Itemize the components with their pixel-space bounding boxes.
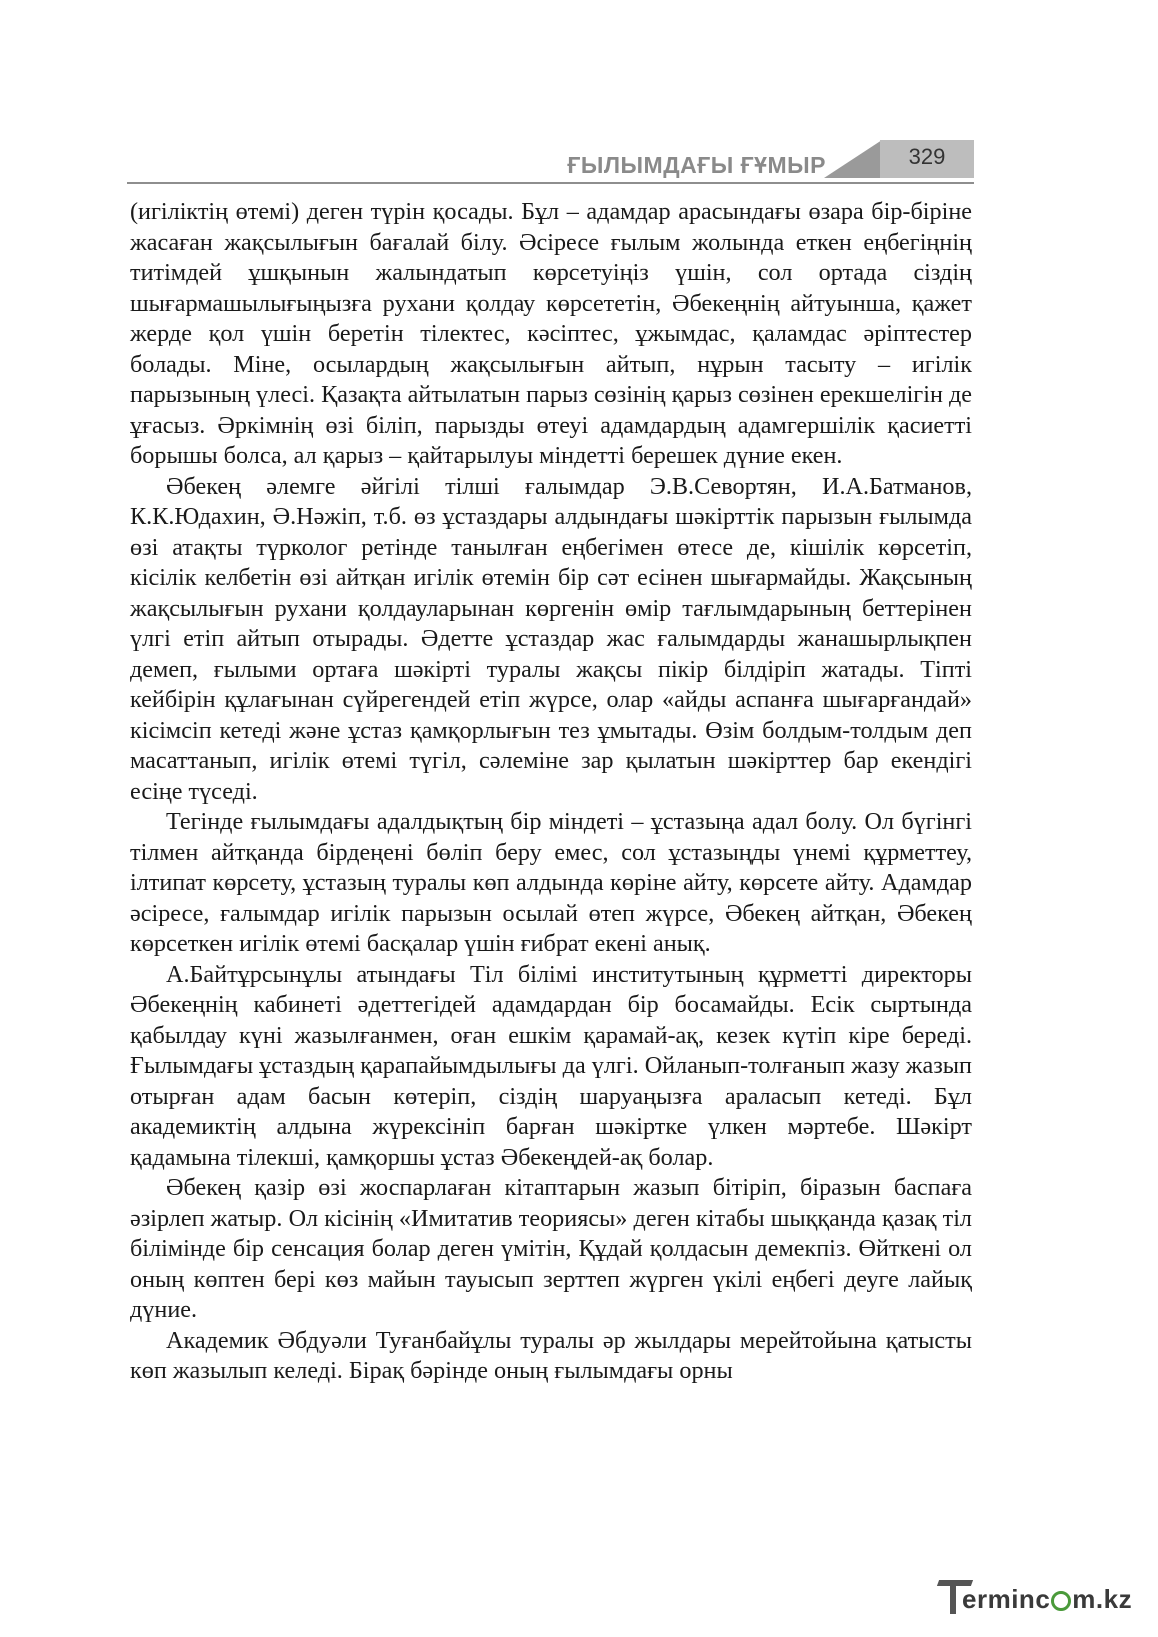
paragraph-2: Әбекең әлемге әйгілі тілші ғалымдар Э.В.Севортян, И.А.Батманов, К.К.Юдахин, Ә.Нәжіп, т.б. өз ұстаздары алдындағы шәкірттік парызын ғылымда өзі атақты түрколог ретінде танылған еңбегімен өтесе де, кішілік көрсетіп, кісілік келбетін өзі айтқан игілік өтемін бір сәт есінен шығармайды. Жақсының жақсылығын рухани қолдауларынан көргенін өмір тағлымдарының беттерінен үлгі етіп айтып отырады. Әдетте ұстаздар жас ғалымдарды жанашырлықпен демеп, ғылыми ортаға шәкірті туралы жақсы пікір білдіріп жатады. Тіпті кейбірін құлағынан сүйрегендей етіп жүрсе, олар «айды аспанға шығарғандай» кісімсіп кетеді және ұстаз қамқорлығын тез ұмытады. Өзім болдым-толдым деп масаттанып, игілік өтемі түгіл, сәлеміне зар қылатын шәкірттер бар екендігі есіңе түседі. [130, 472, 972, 805]
watermark-ring-icon [1051, 1591, 1071, 1611]
paragraph-1: (игіліктің өтемі) деген түрін қосады. Бұл – адамдар арасындағы өзара бір-біріне жасаған жақсылығын бағалай білу. Әсіресе ғылым жолында еткен еңбегіңнің титімдей ұшқынын жалындатып көрсетуіңіз үшін, сол ортада сіздің шығармашылығыңызға рухани қолдау көрсететін, Әбекеңнің айтуынша, қажет жерде қол үшін беретін тілектес, кәсіптес, ұжымдас, қаламдас әріптестер болады. Міне, осылардың жақсылығын айтып, нұрын тасыту – игілік парызының үлесі. Қазақта айтылатын парыз сөзінің қарыз сөзінен ерекшелігін де ұғасыз. Әркімнің өзі біліп, парызды өтеуі адамдардың адамгершілік қасиетті борышы болса, ал қарыз – қайтарылуы міндетті берешек дүние екен. [130, 198, 972, 469]
header-wedge-decoration [824, 140, 882, 178]
paragraph-4: А.Байтұрсынұлы атындағы Тіл білімі институтының құрметті директоры Әбекеңнің кабинеті әдеттегідей адамдардан бір босамайды. Есік сыртында қабылдау күні жазылғанмен, оған ешкім қарамай-ақ, кезек күтіп кіре береді. Ғылымдағы ұстаздың қарапайымдылығы да үлгі. Ойланып-толғанып жазу жазып отырған адам басын көтеріп, сіздің шаруаңызға араласып кетеді. Бұл академиктің алдына жүрексініп барған шәкіртке үлкен мәртебе. Шәкірт қадамына тілекші, қамқоршы ұстаз Әбекеңдей-ақ болар. [130, 960, 972, 1171]
running-head [127, 136, 974, 186]
running-title: ҒЫЛЫМДАҒЫ ҒҰМЫР [567, 152, 826, 178]
termincom-watermark [938, 1578, 1143, 1622]
watermark-text: erminc m.kz [962, 1584, 1133, 1614]
paragraph-5: Әбекең қазір өзі жоспарлаған кітаптарын жазып бітіріп, біразын баспаға әзірлеп жатыр. Ол кісінің «Имитатив теориясы» деген кітабы шыққанда қазақ тіл білімінде бір сенсация болар деген үмітін, Құдай қолдасын демекпіз. Өйткені ол оның көптен бері көз майын тауысып зерттеп жүрген үкілі еңбегі деуге лайық дүние. [130, 1174, 972, 1323]
header-rule [127, 182, 974, 184]
watermark-text-part1: ermin [962, 1584, 1036, 1614]
paragraph-6: Академик Әбдуәли Туғанбайұлы туралы әр жылдары мерейтойына қатысты көп жазылып келеді. Бірақ бәрінде оның ғылымдағы орны [130, 1326, 972, 1384]
paragraph-3: Тегінде ғылымдағы адалдықтың бір міндеті – ұстазыңа адал болу. Ол бүгінгі тілмен айтқанда бірдеңені бөліп беру емес, сол ұстазыңды үнемі құрметтеу, ілтипат көрсету, ұстазың туралы көп алдында көріне айту, көрсете айту. Адамдар әсіресе, ғалымдар игілік парызын осылай өтеп жүрсе, Әбекең айтқан, Әбекең көрсеткен игілік өтемі басқалар үшін ғибрат екені анық. [130, 808, 972, 957]
watermark-t-stem [950, 1580, 956, 1614]
watermark-text-part2: m.kz [1072, 1584, 1133, 1614]
page-number-box [880, 140, 974, 178]
page-number: 329 [908, 144, 946, 169]
body-text [130, 197, 972, 1387]
